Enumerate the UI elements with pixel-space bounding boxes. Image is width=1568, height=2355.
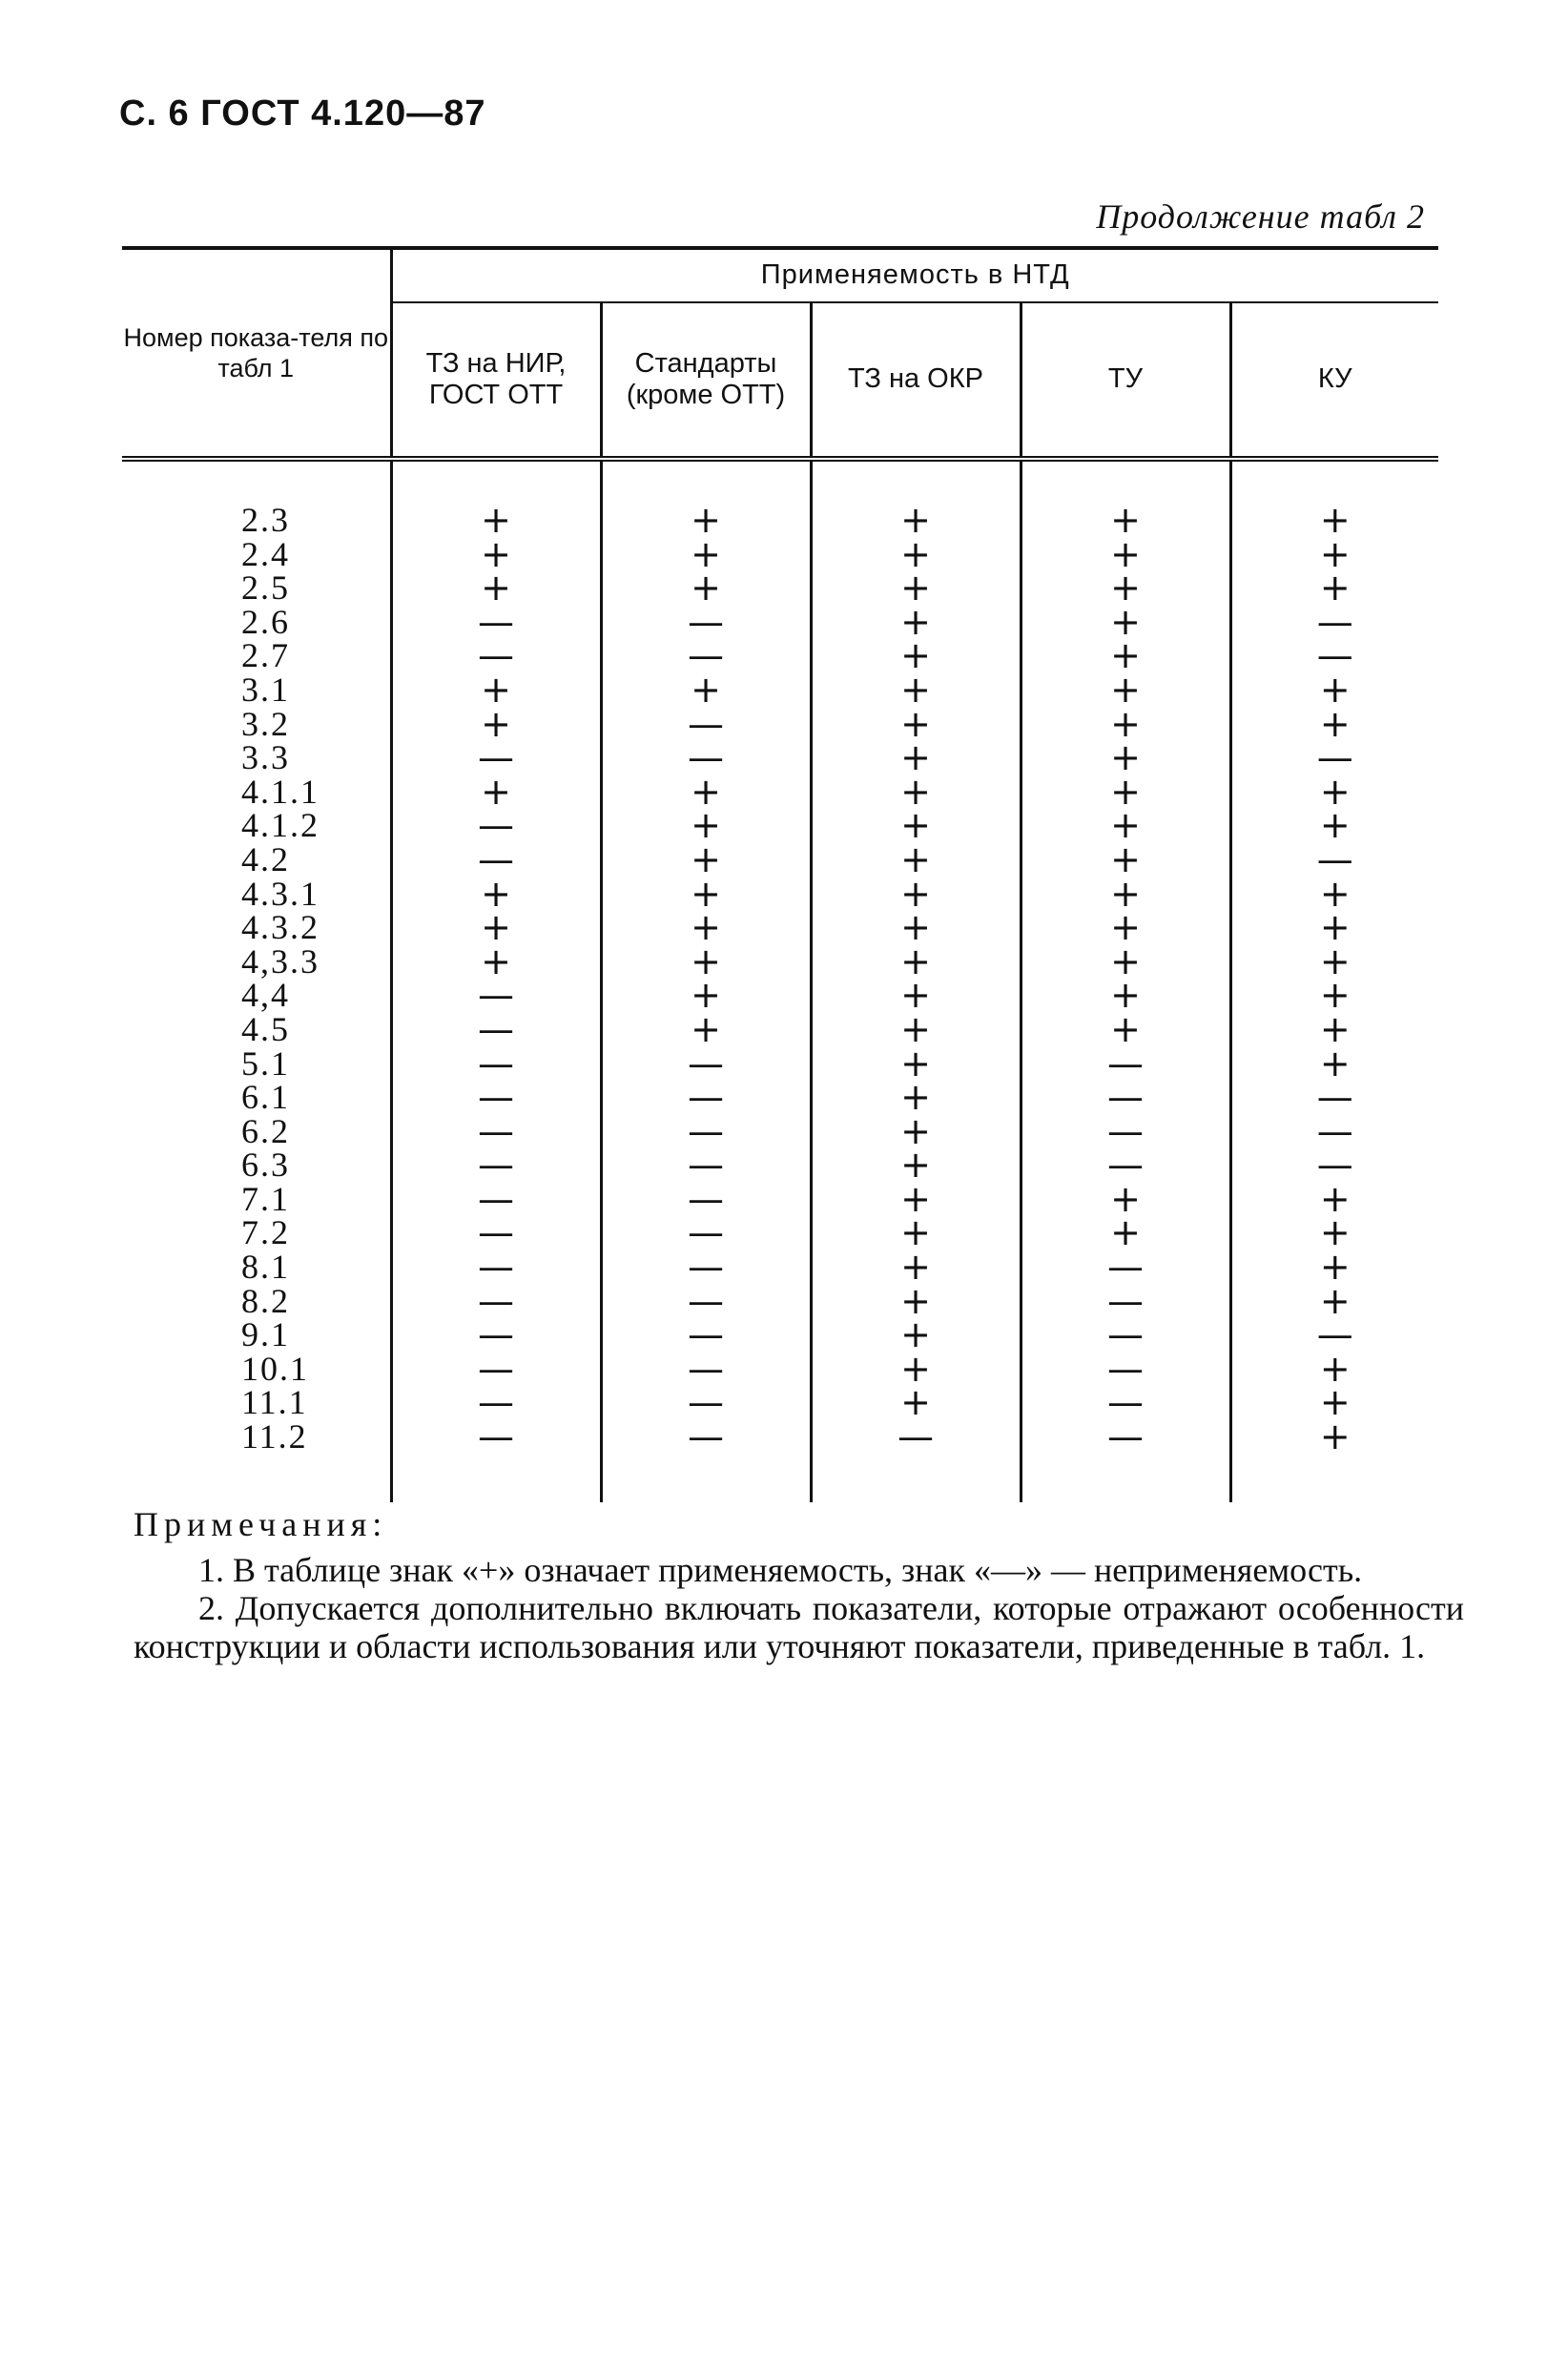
applicability-cell: —	[391, 1115, 601, 1149]
applicability-cell: +	[391, 945, 601, 980]
applicability-cell: —	[1021, 1285, 1230, 1319]
table-row	[122, 708, 1438, 742]
table-row	[122, 639, 1438, 673]
applicability-cell: +	[601, 979, 811, 1013]
applicability-cell: +	[1230, 979, 1438, 1013]
applicability-cell: +	[601, 538, 811, 572]
applicability-cell: +	[1230, 571, 1438, 606]
table-spacer-cell	[122, 459, 391, 504]
indicator-number-cell: 6.2	[241, 1111, 290, 1150]
applicability-cell: —	[601, 1386, 811, 1420]
table-spacer-cell	[122, 1455, 391, 1502]
applicability-cell: +	[1021, 504, 1230, 538]
applicability-cell: —	[601, 1353, 811, 1387]
applicability-cell: +	[1230, 1353, 1438, 1387]
applicability-cell: +	[1230, 911, 1438, 945]
table-spacer-cell	[1021, 1455, 1230, 1502]
indicator-number-cell: 4.1.1	[241, 772, 320, 811]
applicability-cell: +	[811, 1081, 1021, 1115]
table-spacer-cell	[1021, 459, 1230, 504]
table-row	[122, 809, 1438, 843]
applicability-cell: +	[391, 571, 601, 606]
applicability-cell: +	[811, 1250, 1021, 1285]
table-row	[122, 1047, 1438, 1082]
table-row	[122, 1148, 1438, 1183]
applicability-cell: +	[1230, 1386, 1438, 1420]
applicability-cell: —	[391, 639, 601, 673]
applicability-cell: +	[1021, 878, 1230, 912]
applicability-cell: +	[1021, 741, 1230, 775]
applicability-cell: —	[1230, 741, 1438, 775]
applicability-cell: —	[391, 1183, 601, 1217]
table-row	[122, 843, 1438, 878]
applicability-cell: —	[391, 979, 601, 1013]
applicability-cell: +	[1021, 1216, 1230, 1250]
indicator-number-cell: 11.1	[241, 1383, 308, 1422]
applicability-cell: +	[1230, 878, 1438, 912]
applicability-cell: +	[601, 945, 811, 980]
applicability-cell: —	[1230, 1318, 1438, 1353]
applicability-cell: —	[1021, 1081, 1230, 1115]
indicator-number-cell: 7.2	[241, 1213, 290, 1252]
table-row	[122, 741, 1438, 775]
table-row	[122, 1386, 1438, 1420]
applicability-cell: —	[391, 1353, 601, 1387]
table-spacer-cell	[811, 1455, 1021, 1502]
applicability-cell: —	[1021, 1386, 1230, 1420]
column-header-ku: КУ	[1230, 302, 1438, 459]
applicability-cell: —	[391, 1318, 601, 1353]
notes-section	[134, 1505, 1464, 1665]
applicability-cell: +	[1230, 1285, 1438, 1319]
applicability-cell: +	[811, 945, 1021, 980]
applicability-cell: +	[811, 878, 1021, 912]
applicability-cell: +	[811, 1115, 1021, 1149]
applicability-cell: +	[1021, 979, 1230, 1013]
applicability-cell: +	[811, 571, 1021, 606]
indicator-number-cell: 6.3	[241, 1146, 290, 1185]
indicator-number-cell: 9.1	[241, 1315, 290, 1354]
table-row	[122, 504, 1438, 538]
applicability-cell: +	[811, 1353, 1021, 1387]
table-spacer-cell	[391, 1455, 601, 1502]
indicator-number-cell: 4.3.2	[241, 908, 320, 947]
applicability-cell: +	[1230, 1183, 1438, 1217]
indicator-number-cell: 4,3.3	[241, 941, 320, 981]
table-spacer-cell	[1230, 1455, 1438, 1502]
applicability-cell: —	[601, 1250, 811, 1285]
applicability-cell: —	[1230, 1081, 1438, 1115]
applicability-cell: —	[391, 809, 601, 843]
table-spacer-row	[122, 1455, 1438, 1502]
applicability-cell: —	[1021, 1047, 1230, 1082]
applicability-cell: —	[1230, 1115, 1438, 1149]
table-spacer-row	[122, 459, 1438, 504]
applicability-cell: —	[1021, 1420, 1230, 1455]
applicability-cell: +	[811, 1047, 1021, 1082]
applicability-cell: —	[601, 639, 811, 673]
applicability-cell: +	[1230, 945, 1438, 980]
indicator-number-cell: 4,4	[241, 976, 290, 1015]
applicability-cell: +	[1021, 809, 1230, 843]
page-header: С. 6 ГОСТ 4.120—87	[119, 93, 486, 134]
applicability-cell: +	[1021, 1013, 1230, 1047]
applicability-cell: +	[811, 843, 1021, 878]
applicability-cell: +	[811, 809, 1021, 843]
applicability-cell: +	[1230, 1013, 1438, 1047]
applicability-cell: +	[1230, 775, 1438, 810]
applicability-cell: +	[811, 741, 1021, 775]
applicability-cell: —	[811, 1420, 1021, 1455]
applicability-cell: +	[811, 979, 1021, 1013]
table-spacer-cell	[601, 459, 811, 504]
applicability-cell: +	[1021, 606, 1230, 640]
applicability-cell: +	[811, 504, 1021, 538]
applicability-cell: +	[391, 911, 601, 945]
applicability-cell: +	[391, 504, 601, 538]
applicability-cell: —	[1230, 843, 1438, 878]
applicability-cell: +	[391, 673, 601, 708]
applicability-cell: —	[391, 1216, 601, 1250]
applicability-cell: —	[601, 741, 811, 775]
applicability-cell: —	[601, 1318, 811, 1353]
applicability-cell: +	[601, 809, 811, 843]
table-row	[122, 878, 1438, 912]
applicability-cell: +	[1021, 571, 1230, 606]
indicator-number-cell: 3.1	[241, 670, 290, 709]
table-header-row-group	[122, 248, 1438, 302]
applicability-cell: —	[1230, 639, 1438, 673]
applicability-cell: —	[1021, 1353, 1230, 1387]
applicability-cell: +	[1230, 1047, 1438, 1082]
applicability-cell: +	[601, 504, 811, 538]
table-row	[122, 979, 1438, 1013]
applicability-table	[122, 246, 1438, 1502]
applicability-cell: —	[391, 1420, 601, 1455]
indicator-number-cell: 2.6	[241, 602, 290, 641]
applicability-cell: +	[811, 606, 1021, 640]
applicability-cell: +	[391, 538, 601, 572]
applicability-cell: +	[811, 1148, 1021, 1183]
indicator-number-cell: 11.2	[241, 1417, 308, 1456]
notes-title: Примечания:	[134, 1505, 388, 1543]
applicability-cell: +	[1230, 1250, 1438, 1285]
indicator-number-cell: 4.2	[241, 839, 290, 878]
column-header-tz-okr: ТЗ на ОКР	[811, 302, 1021, 459]
table-spacer-cell	[601, 1455, 811, 1502]
applicability-cell: —	[601, 1081, 811, 1115]
column-header-group-applicability: Применяемость в НТД	[391, 248, 1438, 302]
applicability-cell: +	[811, 639, 1021, 673]
indicator-number-cell: 3.2	[241, 704, 290, 743]
applicability-cell: —	[391, 1285, 601, 1319]
applicability-cell: —	[1021, 1318, 1230, 1353]
indicator-number-cell: 2.3	[241, 501, 290, 539]
applicability-cell: +	[1230, 538, 1438, 572]
applicability-cell: +	[1230, 1420, 1438, 1455]
applicability-cell: —	[1021, 1148, 1230, 1183]
indicator-number-cell: 2.5	[241, 568, 290, 608]
table-body	[122, 459, 1438, 1502]
applicability-cell: —	[391, 1148, 601, 1183]
applicability-cell: +	[601, 1013, 811, 1047]
table-row	[122, 1183, 1438, 1217]
applicability-cell: —	[601, 606, 811, 640]
table-spacer-cell	[391, 459, 601, 504]
table-row	[122, 911, 1438, 945]
applicability-cell: —	[391, 1047, 601, 1082]
applicability-cell: +	[1021, 945, 1230, 980]
indicator-number-cell: 4.5	[241, 1009, 290, 1048]
applicability-cell: —	[601, 1285, 811, 1319]
applicability-cell: +	[601, 911, 811, 945]
applicability-cell: +	[811, 1183, 1021, 1217]
table-row	[122, 571, 1438, 606]
note-item: 1. В таблице знак «+» означает применяемость, знак «—» — неприменяемость.	[198, 1551, 1363, 1589]
indicator-number-cell: 2.7	[241, 636, 290, 675]
column-header-tu: ТУ	[1021, 302, 1230, 459]
indicator-number-cell: 2.4	[241, 534, 290, 573]
applicability-cell: +	[1021, 538, 1230, 572]
table-spacer-cell	[1230, 459, 1438, 504]
applicability-cell: +	[1230, 673, 1438, 708]
indicator-number-cell: 8.1	[241, 1248, 290, 1287]
applicability-cell: —	[1021, 1115, 1230, 1149]
applicability-cell: +	[601, 775, 811, 810]
applicability-cell: +	[1230, 708, 1438, 742]
applicability-cell: —	[391, 843, 601, 878]
applicability-cell: —	[391, 1081, 601, 1115]
applicability-cell: +	[811, 911, 1021, 945]
table-row	[122, 1250, 1438, 1285]
applicability-cell: +	[1021, 911, 1230, 945]
applicability-cell: +	[601, 843, 811, 878]
applicability-cell: —	[391, 1386, 601, 1420]
indicator-number-cell: 7.1	[241, 1179, 290, 1218]
applicability-cell: +	[811, 1013, 1021, 1047]
applicability-table-container	[122, 246, 1438, 1502]
table-row	[122, 1285, 1438, 1319]
table-row	[122, 538, 1438, 572]
applicability-cell: +	[601, 878, 811, 912]
applicability-cell: —	[1230, 1148, 1438, 1183]
table-row	[122, 1081, 1438, 1115]
applicability-cell: +	[811, 673, 1021, 708]
column-header-indicator-number: Номер показа-теля по табл 1	[123, 322, 388, 382]
applicability-cell: +	[391, 708, 601, 742]
table-row	[122, 1318, 1438, 1353]
applicability-cell: +	[1230, 1216, 1438, 1250]
table-row	[122, 1013, 1438, 1047]
applicability-cell: +	[1230, 809, 1438, 843]
table-row	[122, 606, 1438, 640]
applicability-cell: +	[391, 775, 601, 810]
applicability-cell: +	[391, 878, 601, 912]
table-row	[122, 1420, 1438, 1455]
applicability-cell: +	[811, 708, 1021, 742]
applicability-cell: +	[1021, 708, 1230, 742]
applicability-cell: +	[601, 571, 811, 606]
applicability-cell: —	[601, 1115, 811, 1149]
table-row	[122, 1353, 1438, 1387]
applicability-cell: —	[391, 1250, 601, 1285]
indicator-number-cell: 5.1	[241, 1043, 290, 1083]
table-row	[122, 775, 1438, 810]
table-continuation-label: Продолжение табл 2	[1096, 197, 1425, 236]
applicability-cell: +	[811, 1386, 1021, 1420]
applicability-cell: +	[1021, 1183, 1230, 1217]
applicability-cell: —	[391, 1013, 601, 1047]
applicability-cell: —	[601, 1216, 811, 1250]
applicability-cell: +	[811, 775, 1021, 810]
table-row	[122, 945, 1438, 980]
table-row	[122, 1115, 1438, 1149]
column-header-standards: Стандарты (кроме ОТТ)	[601, 302, 811, 459]
applicability-cell: +	[1021, 775, 1230, 810]
note-item: 2. Допускается дополнительно включать показатели, которые отражают особенности конструкции и области использования или уточняют показатели, приведенные в табл. 1.	[134, 1589, 1464, 1665]
indicator-number-cell: 10.1	[241, 1349, 309, 1388]
indicator-number-cell: 4.1.2	[241, 806, 320, 845]
applicability-cell: —	[1021, 1250, 1230, 1285]
applicability-cell: —	[601, 1148, 811, 1183]
indicator-number-cell: 4.3.1	[241, 874, 320, 913]
applicability-cell: +	[811, 1216, 1021, 1250]
applicability-cell: +	[811, 1318, 1021, 1353]
applicability-cell: —	[601, 1420, 811, 1455]
column-header-tz-nir: ТЗ на НИР, ГОСТ ОТТ	[391, 302, 601, 459]
applicability-cell: +	[1021, 639, 1230, 673]
table-header	[122, 248, 1438, 459]
applicability-cell: —	[601, 1183, 811, 1217]
applicability-cell: —	[1230, 606, 1438, 640]
table-spacer-cell	[811, 459, 1021, 504]
applicability-cell: +	[811, 538, 1021, 572]
applicability-cell: +	[1230, 504, 1438, 538]
table-row	[122, 1216, 1438, 1250]
applicability-cell: —	[601, 708, 811, 742]
applicability-cell: +	[1021, 673, 1230, 708]
applicability-cell: —	[601, 1047, 811, 1082]
applicability-cell: +	[811, 1285, 1021, 1319]
applicability-cell: +	[601, 673, 811, 708]
indicator-number-cell: 3.3	[241, 738, 290, 777]
applicability-cell: —	[391, 606, 601, 640]
applicability-cell: —	[391, 741, 601, 775]
indicator-number-cell: 6.1	[241, 1078, 290, 1117]
indicator-number-cell: 8.2	[241, 1281, 290, 1320]
table-row	[122, 673, 1438, 708]
applicability-cell: +	[1021, 843, 1230, 878]
